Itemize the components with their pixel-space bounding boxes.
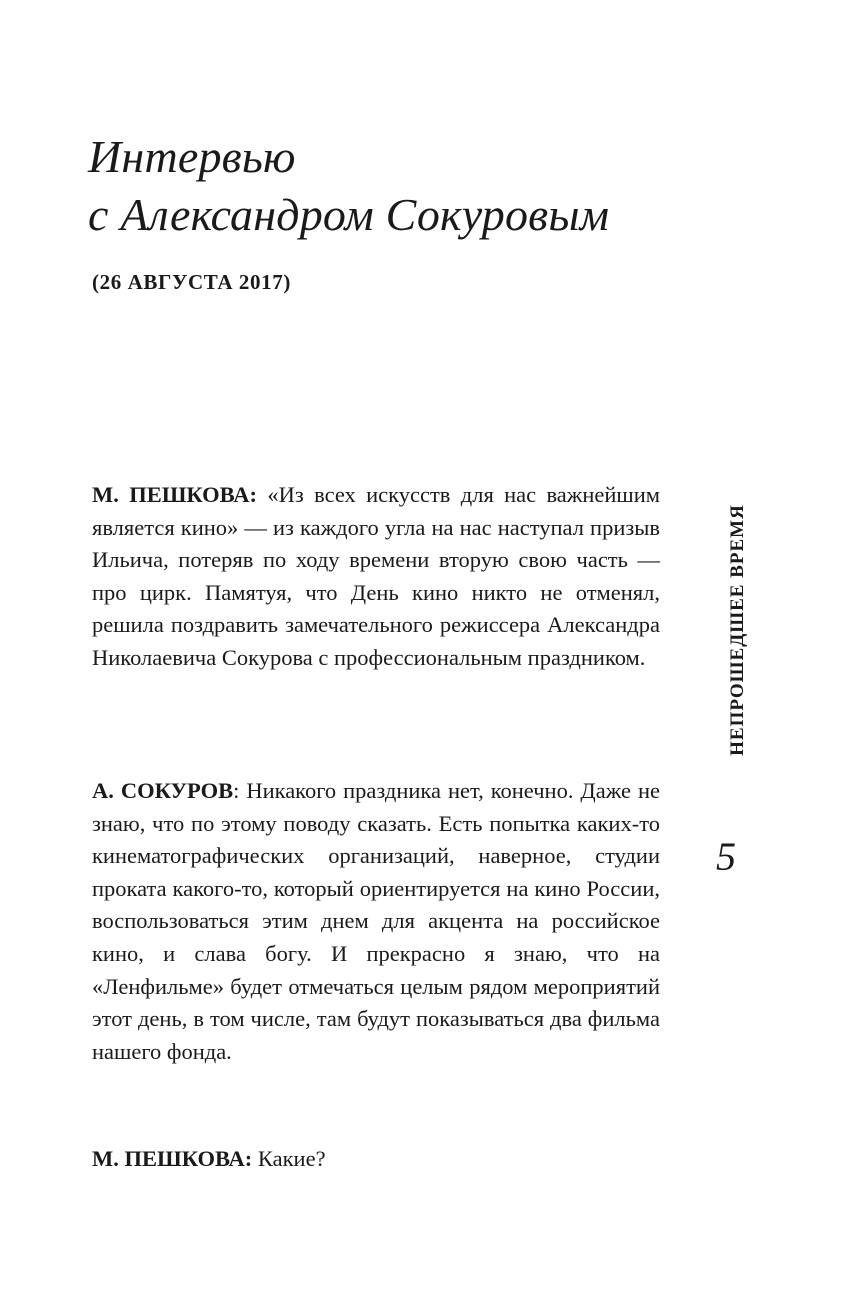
speaker-name: М. ПЕШКОВА: (92, 482, 258, 507)
dialogue-text: : Никакого праздника нет, конечно. Даже не знаю, что по этому поводу сказать. Есть попытка каких-то кинематографических организаций, наверное, студии проката какого-то, который ориентируется на кино России, воспользоваться этим днем для акцента на российское кино, и слава богу. И прекрасно я знаю, что на «Ленфильме» будет отмечаться целым рядом мероприятий этот день, в том числе, там будут показываться два фильма нашего фонда. (92, 778, 660, 1064)
dialogue-text: Какие? (257, 1146, 326, 1171)
speaker-name: М. ПЕШКОВА: (92, 1146, 253, 1171)
chapter-title (88, 128, 708, 244)
dialogue-paragraph (92, 479, 660, 675)
interview-date: (26 АВГУСТА 2017) (92, 270, 291, 294)
dialogue-paragraph (92, 775, 660, 1068)
running-head: НЕПРОШЕДШЕЕ ВРЕМЯ (727, 504, 748, 756)
dialogue-text: «Из всех искусств для нас важнейшим является кино» — из каждого угла на нас наступал призыв Ильича, потеряв по ходу времени вторую свою часть — про цирк. Памятуя, что День кино никто не отменял, решила поздравить замечательного режиссера Александра Николаевича Сокурова с профессиональным праздником. (92, 482, 661, 670)
chapter-title-line-2: с Александром Сокуровым (88, 189, 610, 240)
page-number: 5 (716, 834, 736, 879)
dialogue-paragraph (92, 1143, 660, 1176)
chapter-title-line-1: Интервью (88, 131, 296, 182)
speaker-name: А. СОКУРОВ (92, 778, 234, 803)
